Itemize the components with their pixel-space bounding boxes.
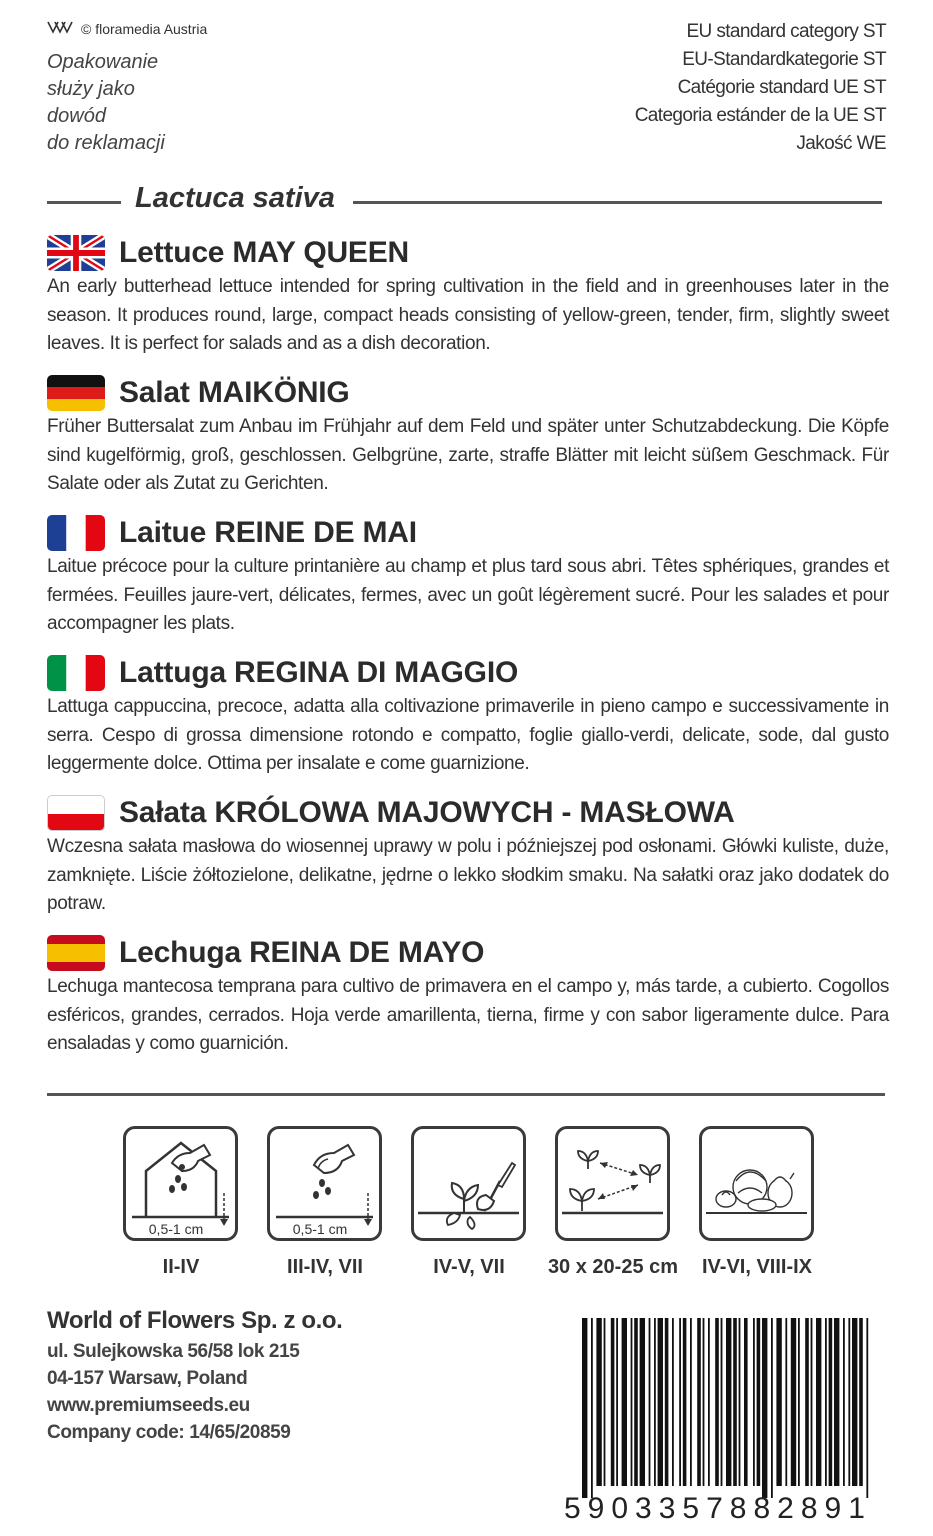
italy-flag-icon — [47, 655, 105, 691]
eu-line: EU standard category ST — [686, 21, 886, 42]
copyright-text: © floramedia Austria — [81, 20, 208, 37]
barcode-digits: 5903357882891 — [564, 1492, 872, 1525]
barcode-bar — [744, 1318, 748, 1486]
rule-right — [353, 201, 882, 204]
icon-label: IV-V, VII — [433, 1256, 505, 1278]
section-description: An early butterhead lettuce intended for spring cultivation in the field and in greenhouses later in the season. It produces round, large, compact heads consisting of yellow-green, tender, firm, slightly sweet leaves. It is perfect for salads and as a dish decoration. — [47, 276, 889, 354]
barcode-bar — [757, 1318, 761, 1486]
greenhouse-sowing-icon — [123, 1126, 238, 1241]
barcode-bar — [622, 1318, 627, 1486]
barcode-bar — [829, 1318, 833, 1486]
eu-category-block — [635, 18, 886, 158]
barcode-bar — [708, 1318, 710, 1486]
barcode-bar — [649, 1318, 651, 1486]
barcode-bar — [591, 1318, 593, 1498]
floramedia-logo-icon — [47, 20, 77, 37]
barcode-bar — [611, 1318, 615, 1486]
company-city: 04-157 Warsaw, Poland — [47, 1368, 248, 1389]
barcode-bar — [582, 1318, 587, 1498]
barcode-bar — [634, 1318, 638, 1486]
rule-left — [47, 201, 121, 204]
outdoor-sowing-icon — [267, 1126, 382, 1241]
barcode-bar — [715, 1318, 719, 1486]
barcode-bar — [733, 1318, 737, 1486]
barcode-bar — [785, 1318, 787, 1486]
barcode-bar — [616, 1318, 618, 1486]
section-title: Laitue REINE DE MAI — [119, 516, 417, 549]
section-title: Salat MAIKÖNIG — [119, 376, 350, 409]
barcode-bar — [721, 1318, 723, 1486]
barcode-bar — [834, 1318, 839, 1486]
barcode-bar — [596, 1318, 601, 1486]
barcode-bar — [771, 1318, 773, 1498]
barcode-bar — [665, 1318, 669, 1486]
spain-flag-icon — [47, 935, 105, 971]
barcode-bar — [852, 1318, 857, 1486]
copyright-line — [47, 20, 207, 37]
barcode-bar — [805, 1318, 809, 1486]
company-info — [47, 1304, 467, 1446]
plant-spacing-icon — [555, 1126, 670, 1241]
icon-label: III-IV, VII — [287, 1256, 363, 1278]
section-description: Lattuga cappuccina, precoce, adatta alla coltivazione primaverile in pieno campo e successivamente in serra. Cespo di grossa dimensione rotondo e compatto, foglie giallo-verdi, delicate, sode, dal gusto leggermente dolce. Ottima per insalate e come guarnizione. — [47, 696, 889, 774]
section-italian — [47, 655, 889, 779]
section-title: Lattuga REGINA DI MAGGIO — [119, 656, 519, 689]
section-title: Lechuga REINA DE MAYO — [119, 936, 485, 969]
icon-label: IV-VI, VIII-IX — [701, 1256, 813, 1278]
eu-line: EU-Standardkategorie ST — [682, 49, 886, 70]
barcode-bar — [762, 1318, 767, 1498]
eu-line: Catégorie standard UE ST — [677, 77, 886, 98]
icon-label: II-IV — [162, 1256, 200, 1278]
section-description: Früher Buttersalat zum Anbau im Frühjahr auf dem Feld und später unter Schutzabdeckung. Die Köpfe sind kugelförmig, groß, geschlossen. Gelbgrüne, zarte, straffe Blätter mit leicht süßem Geschmack. Für Salate oder als Zutat zu Gerichten. — [47, 416, 889, 494]
barcode-icon — [560, 1318, 880, 1498]
company-street: ul. Sulejkowska 56/58 lok 215 — [47, 1341, 300, 1362]
germany-flag-icon — [47, 375, 105, 411]
proof-of-purchase-note — [47, 49, 165, 157]
section-title: Lettuce MAY QUEEN — [119, 236, 410, 269]
latin-name: Lactuca sativa — [135, 182, 335, 214]
barcode-bar — [640, 1318, 645, 1486]
barcode-bar — [631, 1318, 633, 1486]
company-website: www.premiumseeds.eu — [47, 1395, 250, 1416]
barcode-bar — [604, 1318, 606, 1486]
barcode-bar — [776, 1318, 781, 1486]
france-flag-icon — [47, 515, 105, 551]
section-description: Wczesna sałata masłowa do wiosennej uprawy w polu i późniejszej pod osłonami. Główki kuliste, duże, zamknięte. Liście żółtozielone, delikatne, jędrne o lekko słodkim smaku. Na sałatki oraz jako dodatek do potraw. — [47, 836, 889, 914]
barcode-bar — [672, 1318, 674, 1486]
section-german — [47, 375, 889, 499]
section-description: Laitue précoce pour la culture printanière au champ et plus tard sous abri. Têtes sphériques, grandes et fermées. Feuilles jaure-vert, délicates, fermes, avec un goût légèrement sucré. Pour les salades et pour accompagner les plats. — [47, 556, 889, 634]
barcode-bar — [683, 1318, 687, 1486]
uk-flag-icon — [47, 235, 105, 271]
section-description: Lechuga mantecosa temprana para cultivo de primavera en el campo y, más tarde, a cubierto. Cogollos esféricos, grandes, cerrados. Hoja verde amarillenta, tierna, firme y con sabor ligeramente dulce. Para ensaladas y como guarnición. — [47, 976, 889, 1054]
company-code: Company code: 14/65/20859 — [47, 1422, 291, 1443]
section-title: Sałata KRÓLOWA MAJOWYCH - MASŁOWA — [119, 796, 735, 829]
section-spanish — [47, 935, 889, 1059]
barcode-bar — [811, 1318, 813, 1486]
barcode-bar — [654, 1318, 656, 1486]
planting-out-icon — [411, 1126, 526, 1241]
barcode-bar — [658, 1318, 663, 1486]
proof-line: służy jako — [47, 78, 135, 100]
barcode-bar — [859, 1318, 863, 1486]
barcode-bar — [843, 1318, 845, 1486]
poland-flag-icon — [47, 795, 105, 831]
barcode-bar — [798, 1318, 800, 1486]
section-french — [47, 515, 889, 639]
latin-name-row — [47, 182, 885, 218]
barcode-bar — [679, 1318, 681, 1486]
barcode-bar — [703, 1318, 705, 1486]
section-english — [47, 235, 889, 359]
harvest-icon — [699, 1126, 814, 1241]
divider — [47, 1093, 885, 1096]
barcode-bar — [791, 1318, 796, 1486]
barcode-bar — [848, 1318, 850, 1486]
proof-line: do reklamacji — [47, 132, 165, 154]
proof-line: Opakowanie — [47, 51, 159, 73]
barcode-bar — [739, 1318, 741, 1486]
icon-label: 30 x 20-25 cm — [547, 1256, 679, 1278]
barcode-bar — [816, 1318, 821, 1486]
section-polish — [47, 795, 889, 919]
barcode-bar — [690, 1318, 692, 1486]
eu-line: Jakość WE — [796, 133, 886, 154]
barcode-bar — [866, 1318, 868, 1498]
barcode-bar — [753, 1318, 755, 1486]
proof-line: dowód — [47, 105, 106, 127]
eu-line: Categoria estánder de la UE ST — [634, 105, 886, 126]
company-name: World of Flowers Sp. z o.o. — [47, 1307, 343, 1334]
barcode-bar — [726, 1318, 731, 1486]
barcode-bar — [697, 1318, 701, 1486]
sowing-depth: 0,5-1 cm — [292, 1221, 348, 1237]
barcode-bar — [825, 1318, 827, 1486]
sowing-depth: 0,5-1 cm — [148, 1221, 204, 1237]
